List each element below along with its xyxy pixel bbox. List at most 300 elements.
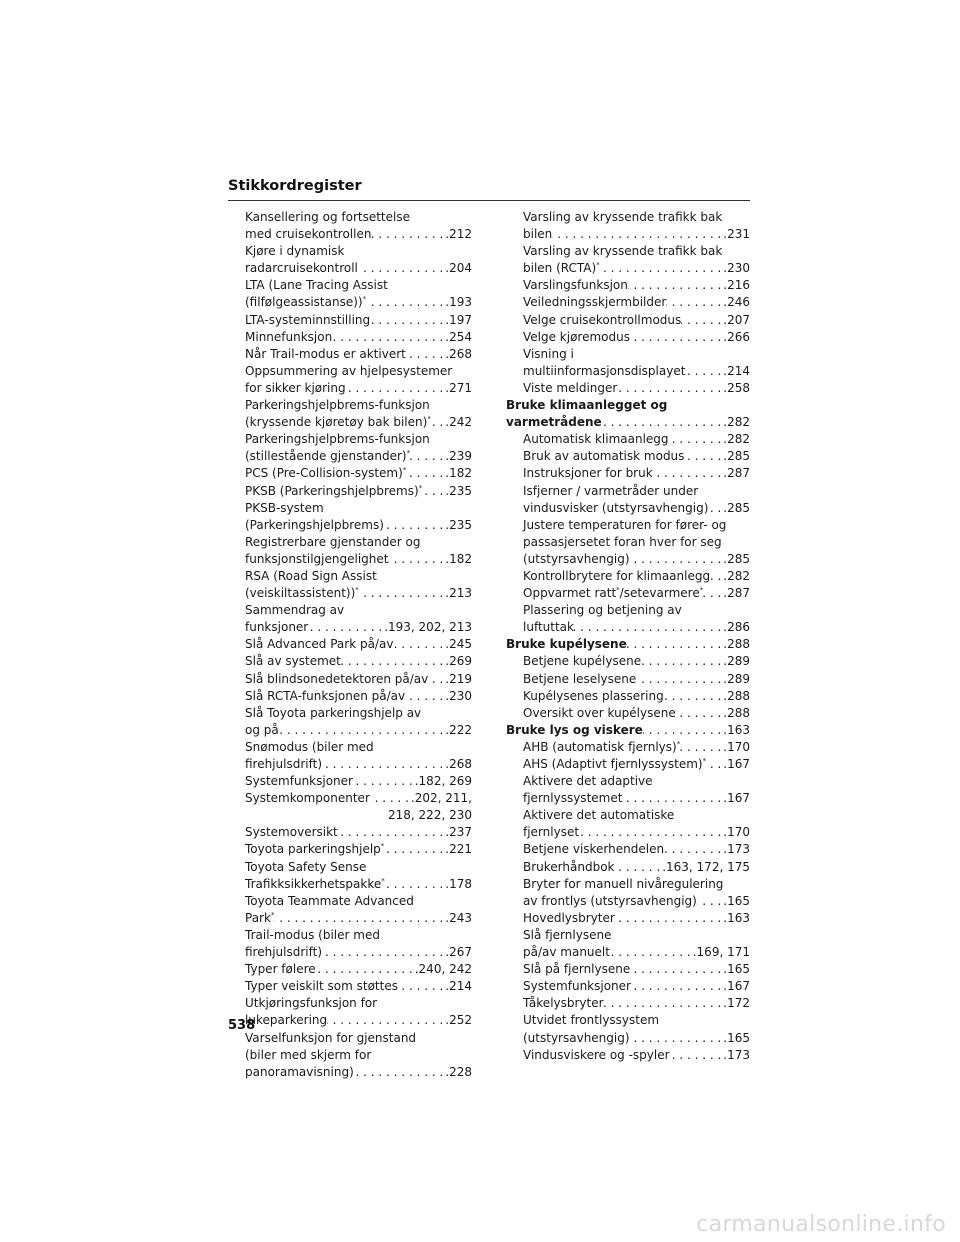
page-reference: .230 bbox=[721, 260, 750, 277]
dot-leader bbox=[630, 961, 721, 978]
entry-text: Veiledningsskjermbilder bbox=[523, 295, 667, 310]
index-entry bbox=[506, 534, 750, 551]
index-entry bbox=[228, 824, 472, 841]
index-entry bbox=[228, 226, 472, 243]
page-reference: .207 bbox=[721, 312, 750, 329]
index-entry bbox=[228, 944, 472, 961]
dot-leader bbox=[428, 671, 443, 688]
entry-text: Visning i bbox=[523, 346, 574, 361]
page-reference: .237 bbox=[443, 824, 472, 841]
index-entry bbox=[228, 1047, 472, 1064]
dot-leader bbox=[393, 636, 443, 653]
index-entry bbox=[506, 961, 750, 978]
index-entry bbox=[228, 722, 472, 739]
entry-text: Park* bbox=[245, 910, 275, 925]
page-reference: .167 bbox=[721, 790, 750, 807]
page-reference: .170 bbox=[721, 739, 750, 756]
page-reference: .287 bbox=[721, 585, 750, 602]
entry-text: Registrerbare gjenstander og bbox=[245, 534, 421, 549]
entry-text: Oppsummering av hjelpesystemer bbox=[245, 363, 453, 378]
page-reference: .165 bbox=[721, 1030, 750, 1047]
index-entry bbox=[506, 790, 750, 807]
entry-text: Isfjerner / varmetråder under bbox=[523, 483, 699, 498]
page-reference: .216 bbox=[721, 277, 750, 294]
index-entry bbox=[506, 859, 750, 876]
page-reference: .286 bbox=[721, 619, 750, 636]
entry-text: Oversikt over kupélysene bbox=[523, 705, 676, 720]
dot-leader bbox=[615, 859, 661, 876]
entry-text: fjernlyssystemet bbox=[523, 791, 623, 806]
page-reference: .240, 242 bbox=[413, 961, 472, 978]
entry-text: Bruke klimaanlegget og bbox=[506, 398, 668, 413]
entry-text: Slå av systemet bbox=[245, 654, 341, 669]
index-entry bbox=[228, 414, 472, 431]
page-reference: .269 bbox=[443, 653, 472, 670]
index-entry bbox=[228, 961, 472, 978]
index-entry bbox=[506, 1030, 750, 1047]
entry-text: Varsling av kryssende trafikk bak bbox=[523, 244, 723, 259]
entry-text: Aktivere det automatiske bbox=[523, 808, 675, 823]
entry-text: for sikker kjøring bbox=[245, 380, 346, 395]
page-reference: .219 bbox=[443, 671, 472, 688]
entry-text: Kontrollbrytere for klimaanlegg bbox=[523, 568, 711, 583]
entry-text: med cruisekontrollen bbox=[245, 227, 372, 242]
dot-leader bbox=[371, 226, 443, 243]
index-entry bbox=[506, 1012, 750, 1029]
dot-leader bbox=[653, 465, 722, 482]
index-entry bbox=[506, 483, 750, 500]
page-reference: .245 bbox=[443, 636, 472, 653]
index-entry bbox=[228, 1030, 472, 1047]
index-entry bbox=[228, 1012, 472, 1029]
index-entry bbox=[228, 859, 472, 876]
entry-text: funksjonstilgjengelighet bbox=[245, 551, 389, 566]
dot-leader bbox=[685, 363, 721, 380]
entry-text: Systemoversikt bbox=[245, 825, 338, 840]
index-entry bbox=[228, 483, 472, 500]
index-entry bbox=[506, 243, 750, 260]
page-reference: .267 bbox=[443, 944, 472, 961]
dot-leader bbox=[370, 312, 443, 329]
index-entry bbox=[228, 517, 472, 534]
index-entry bbox=[228, 636, 472, 653]
dot-leader bbox=[631, 978, 721, 995]
page-reference: .222 bbox=[443, 722, 472, 739]
index-entry bbox=[228, 688, 472, 705]
index-entry bbox=[506, 927, 750, 944]
index-entry bbox=[228, 534, 472, 551]
index-entry bbox=[228, 807, 472, 824]
page-reference: .182 bbox=[443, 551, 472, 568]
dot-leader bbox=[366, 294, 443, 311]
index-entry bbox=[228, 790, 472, 807]
page-number: 538 bbox=[228, 1018, 256, 1033]
entry-text: Velge cruisekontrollmodus bbox=[523, 312, 682, 327]
page-reference: .167 bbox=[721, 756, 750, 773]
index-entry bbox=[506, 756, 750, 773]
entry-text: Typer veiskilt som støttes bbox=[245, 979, 398, 994]
page-reference: .266 bbox=[721, 329, 750, 346]
dot-leader bbox=[710, 568, 721, 585]
dot-leader bbox=[406, 346, 443, 363]
dot-leader bbox=[322, 944, 443, 961]
page-reference: .287 bbox=[721, 465, 750, 482]
dot-leader bbox=[274, 910, 443, 927]
page-reference: .289 bbox=[721, 653, 750, 670]
dot-leader bbox=[552, 226, 721, 243]
entry-text: Varslingsfunksjon bbox=[523, 278, 628, 293]
entry-text: bilen bbox=[523, 227, 553, 242]
index-entry bbox=[506, 671, 750, 688]
page-reference: .268 bbox=[443, 346, 472, 363]
entry-text: Snømodus (biler med bbox=[245, 739, 374, 754]
page-reference: .214 bbox=[721, 363, 750, 380]
page-reference: 218, 222, 230 bbox=[386, 807, 472, 824]
page-reference: .285 bbox=[721, 500, 750, 517]
entry-text: bilen (RCTA)* bbox=[523, 261, 600, 276]
entry-text: Kansellering og fortsettelse bbox=[245, 210, 410, 224]
index-entry bbox=[506, 773, 750, 790]
entry-text: Slå Toyota parkeringshjelp av bbox=[245, 705, 422, 720]
dot-leader bbox=[359, 585, 444, 602]
page-reference: .231 bbox=[721, 226, 750, 243]
dot-leader bbox=[666, 294, 721, 311]
page-reference: .242 bbox=[443, 414, 472, 431]
page-reference: .282 bbox=[721, 414, 750, 431]
page-reference: .288 bbox=[721, 705, 750, 722]
index-entry bbox=[506, 277, 750, 294]
entry-text: Kjøre i dynamisk bbox=[245, 244, 345, 259]
entry-text: Bruke kupélysene bbox=[506, 637, 627, 652]
index-entry bbox=[506, 260, 750, 277]
index-entry bbox=[228, 329, 472, 346]
index-entry bbox=[506, 739, 750, 756]
page-reference: .163, 172, 175 bbox=[660, 859, 750, 876]
page-reference: .285 bbox=[721, 448, 750, 465]
entry-text: Slå blindsonedetektoren på/av bbox=[245, 671, 429, 686]
entry-text: Slå fjernlysene bbox=[523, 927, 612, 942]
entry-text: Instruksjoner for bruk bbox=[523, 466, 653, 481]
dot-leader bbox=[308, 619, 382, 636]
dot-leader bbox=[341, 653, 443, 670]
index-entry bbox=[506, 380, 750, 397]
index-entry bbox=[228, 756, 472, 773]
dot-leader bbox=[322, 756, 443, 773]
entry-text: varmetrådene bbox=[506, 415, 602, 430]
entry-text: PCS (Pre-Collision-system)* bbox=[245, 466, 407, 481]
entry-text: Viste meldinger bbox=[523, 380, 618, 395]
dot-leader bbox=[664, 841, 721, 858]
entry-text: Vindusviskere og -spyler bbox=[523, 1047, 670, 1062]
entry-text: lukeparkering bbox=[245, 1013, 328, 1028]
page-reference: .214 bbox=[443, 978, 472, 995]
header-divider bbox=[228, 200, 750, 201]
entry-text: Oppvarmet ratt*/setevarmere* bbox=[523, 586, 704, 601]
index-entry bbox=[228, 431, 472, 448]
entry-text: Parkeringshjelpbrems-funksjon bbox=[245, 398, 430, 413]
index-entry bbox=[506, 397, 750, 414]
index-entry bbox=[506, 294, 750, 311]
dot-leader bbox=[398, 978, 443, 995]
index-entry bbox=[228, 978, 472, 995]
entry-text: Varselfunksjon for gjenstand bbox=[245, 1030, 417, 1045]
dot-leader bbox=[630, 329, 721, 346]
index-entry bbox=[228, 773, 472, 790]
entry-text: AHB (automatisk fjernlys)* bbox=[523, 739, 681, 754]
index-entry bbox=[228, 653, 472, 670]
index-entry bbox=[228, 363, 472, 380]
index-entry bbox=[228, 927, 472, 944]
dot-leader bbox=[610, 944, 691, 961]
dot-leader bbox=[641, 653, 721, 670]
page-reference: .163 bbox=[721, 722, 750, 739]
dot-leader bbox=[406, 465, 443, 482]
index-entry bbox=[506, 551, 750, 568]
entry-text: Betjene kupélysene bbox=[523, 654, 642, 669]
entry-text: Toyota Safety Sense bbox=[245, 859, 367, 874]
dot-leader bbox=[354, 1064, 444, 1081]
entry-text: Systemfunksjoner bbox=[523, 979, 631, 994]
dot-leader bbox=[627, 636, 722, 653]
dot-leader bbox=[600, 260, 722, 277]
entry-text: fjernlyset bbox=[523, 825, 580, 840]
entry-text: Parkeringshjelpbrems-funksjon bbox=[245, 432, 430, 447]
dot-leader bbox=[628, 277, 721, 294]
page-reference: .228 bbox=[443, 1064, 472, 1081]
page-reference: .173 bbox=[721, 1047, 750, 1064]
entry-text: (stillestående gjenstander)* bbox=[245, 449, 411, 464]
entry-text: på/av manuelt bbox=[523, 945, 610, 960]
index-entry bbox=[506, 653, 750, 670]
page-reference: .193, 202, 213 bbox=[382, 619, 472, 636]
entry-text: radarcruisekontroll bbox=[245, 261, 358, 276]
dot-leader bbox=[680, 739, 721, 756]
index-entry bbox=[228, 876, 472, 893]
index-entry bbox=[228, 277, 472, 294]
dot-leader bbox=[388, 551, 443, 568]
dot-leader bbox=[279, 722, 444, 739]
dot-leader bbox=[316, 961, 413, 978]
index-entry bbox=[506, 517, 750, 534]
entry-text: Tåkelysbryter bbox=[523, 996, 604, 1011]
entry-text: Justere temperaturen for fører- og bbox=[523, 517, 727, 532]
dot-leader bbox=[410, 448, 443, 465]
entry-text: panoramavisning) bbox=[245, 1064, 354, 1079]
index-entry bbox=[228, 209, 472, 226]
entry-text: Sammendrag av bbox=[245, 603, 345, 618]
entry-text: Kupélysenes plassering bbox=[523, 688, 664, 703]
entry-text: multiinformasjonsdisplayet bbox=[523, 363, 686, 378]
index-entry bbox=[506, 226, 750, 243]
entry-text: (utstyrsavhengig) bbox=[523, 1030, 630, 1045]
dot-leader bbox=[579, 824, 721, 841]
entry-text: Toyota parkeringshjelp* bbox=[245, 842, 385, 857]
entry-text: LTA-systeminnstilling bbox=[245, 312, 371, 327]
watermark: carmanualsonline.info bbox=[696, 1212, 946, 1237]
page-reference: .172 bbox=[721, 995, 750, 1012]
page-reference: .268 bbox=[443, 756, 472, 773]
index-entry bbox=[506, 995, 750, 1012]
page-reference: .169, 171 bbox=[691, 944, 750, 961]
dot-leader bbox=[706, 756, 721, 773]
entry-text: av frontlys (utstyrsavhengig) bbox=[523, 893, 697, 908]
index-entry bbox=[506, 944, 750, 961]
page-reference: .165 bbox=[721, 893, 750, 910]
page-reference: .213 bbox=[443, 585, 472, 602]
entry-text: Toyota Teammate Advanced bbox=[245, 893, 414, 908]
dot-leader bbox=[643, 722, 722, 739]
dot-leader bbox=[669, 431, 722, 448]
page-reference: .165 bbox=[721, 961, 750, 978]
page-reference: .258 bbox=[721, 380, 750, 397]
entry-text: Systemkomponenter bbox=[245, 791, 370, 806]
index-entry bbox=[506, 807, 750, 824]
entry-text: Slå på fjernlysene bbox=[523, 962, 631, 977]
index-entry bbox=[506, 414, 750, 431]
entry-text: Trail-modus (biler med bbox=[245, 927, 380, 942]
page-reference: .193 bbox=[443, 294, 472, 311]
index-entry bbox=[506, 363, 750, 380]
page-reference: .163 bbox=[721, 910, 750, 927]
index-entry bbox=[228, 910, 472, 927]
index-entry bbox=[228, 995, 472, 1012]
index-entry bbox=[228, 893, 472, 910]
dot-leader bbox=[338, 824, 444, 841]
entry-text: Utvidet frontlyssystem bbox=[523, 1013, 660, 1028]
index-entry bbox=[228, 602, 472, 619]
index-entry bbox=[506, 910, 750, 927]
index-entry bbox=[228, 380, 472, 397]
dot-leader bbox=[636, 671, 721, 688]
index-entry bbox=[506, 602, 750, 619]
entry-text: Slå RCTA-funksjonen på/av bbox=[245, 688, 406, 703]
entry-text: (biler med skjerm for bbox=[245, 1047, 372, 1062]
dot-leader bbox=[617, 380, 721, 397]
index-entry bbox=[228, 705, 472, 722]
index-entry bbox=[506, 465, 750, 482]
entry-text: Velge kjøremodus bbox=[523, 329, 630, 344]
index-entry bbox=[506, 431, 750, 448]
index-entry bbox=[228, 671, 472, 688]
page-reference: .167 bbox=[721, 978, 750, 995]
dot-leader bbox=[384, 841, 443, 858]
dot-leader bbox=[370, 790, 409, 807]
dot-leader bbox=[604, 995, 722, 1012]
page-reference: .254 bbox=[443, 329, 472, 346]
dot-leader bbox=[670, 1047, 722, 1064]
index-entry bbox=[228, 500, 472, 517]
page-reference: .282 bbox=[721, 431, 750, 448]
page-reference: .235 bbox=[443, 483, 472, 500]
index-entry bbox=[506, 448, 750, 465]
dot-leader bbox=[664, 688, 722, 705]
index-entry bbox=[506, 841, 750, 858]
entry-text: (kryssende kjøretøy bak bilen)* bbox=[245, 415, 431, 430]
index-entry bbox=[228, 465, 472, 482]
entry-text: Utkjøringsfunksjon for bbox=[245, 996, 378, 1011]
dot-leader bbox=[615, 910, 721, 927]
dot-leader bbox=[708, 500, 721, 517]
index-entry bbox=[506, 824, 750, 841]
entry-text: Varsling av kryssende trafikk bak bbox=[523, 210, 723, 224]
page-reference: .182 bbox=[443, 465, 472, 482]
entry-text: (Parkeringshjelpbrems) bbox=[245, 517, 384, 532]
entry-text: Betjene viskerhendelen bbox=[523, 842, 665, 857]
dot-leader bbox=[422, 483, 443, 500]
page-reference: .230 bbox=[443, 688, 472, 705]
dot-leader bbox=[622, 790, 721, 807]
entry-text: Typer følere bbox=[245, 962, 316, 977]
entry-text: vindusvisker (utstyrsavhengig) bbox=[523, 500, 709, 515]
entry-text: funksjoner bbox=[245, 620, 309, 635]
dot-leader bbox=[681, 312, 721, 329]
entry-text: Minnefunksjon bbox=[245, 329, 333, 344]
page-reference: .246 bbox=[721, 294, 750, 311]
index-entry bbox=[506, 500, 750, 517]
entry-text: Slå Advanced Park på/av bbox=[245, 637, 394, 652]
page-reference: .178 bbox=[443, 876, 472, 893]
dot-leader bbox=[574, 619, 721, 636]
dot-leader bbox=[602, 414, 722, 431]
entry-text: Bryter for manuell nivåregulering bbox=[523, 876, 724, 891]
index-entry bbox=[506, 329, 750, 346]
page-reference: .173 bbox=[721, 841, 750, 858]
index-entry bbox=[506, 893, 750, 910]
index-entry bbox=[506, 876, 750, 893]
entry-text: LTA (Lane Tracing Assist bbox=[245, 278, 388, 293]
index-entry bbox=[506, 346, 750, 363]
page-reference: .285 bbox=[721, 551, 750, 568]
entry-text: (utstyrsavhengig) bbox=[523, 551, 630, 566]
entry-text: Bruke lys og viskere bbox=[506, 722, 643, 737]
index-entry bbox=[228, 551, 472, 568]
dot-leader bbox=[332, 329, 443, 346]
entry-text: Betjene leselysene bbox=[523, 671, 637, 686]
index-entry bbox=[506, 978, 750, 995]
index-entry bbox=[506, 585, 750, 602]
entry-text: PKSB (Parkeringshjelpbrems)* bbox=[245, 483, 423, 498]
dot-leader bbox=[358, 260, 443, 277]
entry-text: Automatisk klimaanlegg bbox=[523, 432, 669, 447]
entry-text: Hovedlysbryter bbox=[523, 910, 615, 925]
page-reference: .204 bbox=[443, 260, 472, 277]
index-entry bbox=[506, 636, 750, 653]
entry-text: Trafikksikkerhetspakke* bbox=[245, 876, 385, 891]
entry-text: luftuttak bbox=[523, 620, 574, 635]
page-reference: .212 bbox=[443, 226, 472, 243]
index-entry bbox=[506, 209, 750, 226]
index-entry bbox=[506, 1047, 750, 1064]
entry-text: RSA (Road Sign Assist bbox=[245, 568, 377, 583]
entry-text: Aktivere det adaptive bbox=[523, 774, 653, 789]
dot-leader bbox=[405, 688, 443, 705]
index-entry bbox=[506, 705, 750, 722]
dot-leader bbox=[346, 380, 444, 397]
index-column-right bbox=[506, 209, 750, 1064]
index-entry bbox=[506, 722, 750, 739]
index-entry bbox=[228, 841, 472, 858]
entry-text: Når Trail-modus er aktivert bbox=[245, 346, 406, 361]
index-entry bbox=[228, 739, 472, 756]
index-entry bbox=[228, 1064, 472, 1081]
page-reference: .197 bbox=[443, 312, 472, 329]
page-reference: .289 bbox=[721, 671, 750, 688]
index-entry bbox=[506, 619, 750, 636]
index-entry bbox=[228, 568, 472, 585]
index-entry bbox=[228, 397, 472, 414]
index-entry bbox=[228, 346, 472, 363]
index-entry bbox=[506, 688, 750, 705]
